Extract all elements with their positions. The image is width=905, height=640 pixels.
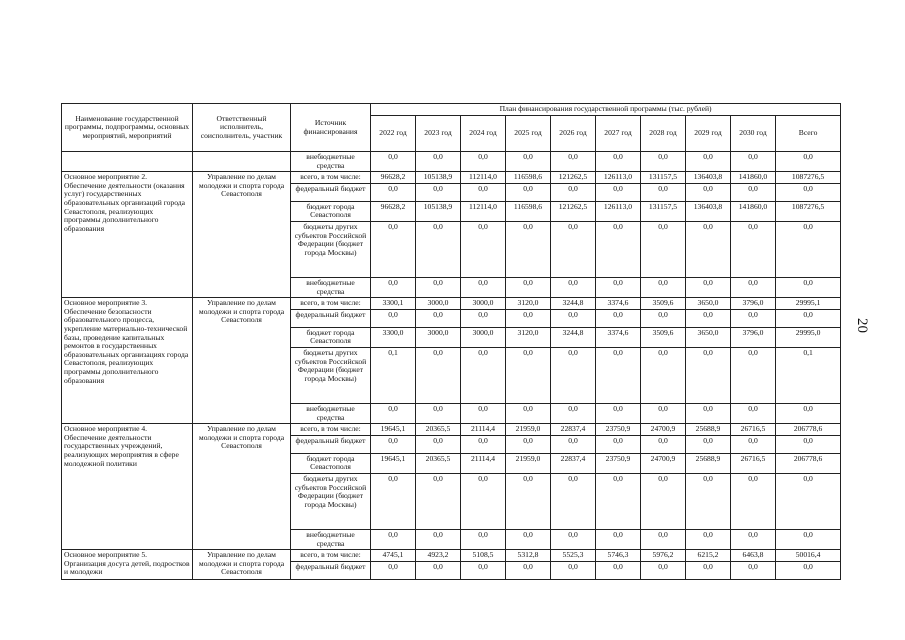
year-value: 0,0 [551, 473, 596, 529]
year-value: 24700,9 [641, 424, 686, 436]
year-value: 0,0 [641, 347, 686, 403]
year-value: 0,0 [416, 473, 461, 529]
table-body [62, 152, 841, 580]
year-value: 24700,9 [641, 453, 686, 473]
year-value: 112114,0 [461, 172, 506, 184]
year-value: 131157,5 [641, 201, 686, 221]
year-value: 0,0 [371, 152, 416, 172]
year-value: 0,0 [416, 221, 461, 277]
year-value: 0,0 [416, 561, 461, 579]
year-value: 25688,9 [686, 453, 731, 473]
year-value: 3509,6 [641, 298, 686, 310]
year-value: 3650,0 [686, 298, 731, 310]
year-value: 141860,0 [731, 201, 776, 221]
year-value: 0,0 [641, 473, 686, 529]
year-value: 0,0 [551, 221, 596, 277]
year-value: 0,0 [506, 347, 551, 403]
year-value: 0,0 [596, 435, 641, 453]
year-value: 126113,0 [596, 172, 641, 184]
responsible-executor: Управление по делам молодежи и спорта города Севастополя [193, 298, 291, 424]
year-value: 0,0 [641, 183, 686, 201]
total-value: 1087276,5 [776, 172, 841, 184]
year-value: 3796,0 [731, 298, 776, 310]
year-value: 0,0 [731, 561, 776, 579]
year-value: 6215,2 [686, 550, 731, 562]
year-value: 0,0 [371, 403, 416, 423]
year-value: 0,0 [731, 309, 776, 327]
year-value: 0,0 [551, 561, 596, 579]
year-value: 0,0 [686, 347, 731, 403]
year-value: 0,0 [551, 309, 596, 327]
funding-source: бюджет города Севастополя [291, 453, 371, 473]
responsible-executor: Управление по делам молодежи и спорта города Севастополя [193, 550, 291, 580]
table-row [62, 172, 841, 184]
year-value: 0,0 [461, 435, 506, 453]
header-year: 2028 год [641, 116, 686, 152]
total-value: 206778,6 [776, 424, 841, 436]
year-value: 0,0 [461, 309, 506, 327]
funding-source: бюджеты других субъектов Российской Федерации (бюджет города Москвы) [291, 347, 371, 403]
year-value: 112114,0 [461, 201, 506, 221]
year-value: 25688,9 [686, 424, 731, 436]
year-value: 0,0 [506, 473, 551, 529]
year-value: 0,0 [506, 277, 551, 297]
header-year: Всего [776, 116, 841, 152]
year-value: 0,0 [596, 183, 641, 201]
year-value: 0,0 [371, 561, 416, 579]
year-value: 0,0 [596, 221, 641, 277]
funding-source: всего, в том числе: [291, 298, 371, 310]
year-value: 0,0 [461, 347, 506, 403]
year-value: 0,1 [371, 347, 416, 403]
year-value: 0,0 [686, 529, 731, 549]
year-value: 4745,1 [371, 550, 416, 562]
year-value: 126113,0 [596, 201, 641, 221]
year-value: 0,0 [596, 347, 641, 403]
measure-name: Основное мероприятие 2. Обеспечение деятельности (оказания услуг) государственных образовательных организаций города Севастополя, реализующих программы дополнительного образования [62, 172, 193, 298]
total-value: 0,0 [776, 473, 841, 529]
total-value: 29995,0 [776, 327, 841, 347]
year-value: 26716,5 [731, 424, 776, 436]
year-value: 0,0 [596, 473, 641, 529]
year-value: 3000,0 [461, 298, 506, 310]
year-value: 3374,6 [596, 327, 641, 347]
total-value: 0,0 [776, 309, 841, 327]
total-value: 0,0 [776, 152, 841, 172]
table-row [62, 298, 841, 310]
year-value: 0,0 [416, 277, 461, 297]
year-value: 0,0 [731, 277, 776, 297]
year-value: 0,0 [641, 221, 686, 277]
year-value: 0,0 [461, 183, 506, 201]
year-value: 0,0 [686, 561, 731, 579]
year-value: 3000,0 [416, 327, 461, 347]
year-value: 21959,0 [506, 453, 551, 473]
year-value: 0,0 [641, 277, 686, 297]
funding-source: федеральный бюджет [291, 183, 371, 201]
year-value: 4923,2 [416, 550, 461, 562]
year-value: 0,0 [731, 152, 776, 172]
year-value: 0,0 [551, 435, 596, 453]
year-value: 3509,6 [641, 327, 686, 347]
header-name: Наименование государственной программы, подпрограммы, основных мероприятий, мероприятий [62, 104, 193, 152]
year-value: 0,0 [506, 529, 551, 549]
header-source: Источник финансирования [291, 104, 371, 152]
year-value: 105138,9 [416, 172, 461, 184]
year-value: 0,0 [596, 277, 641, 297]
total-value: 0,0 [776, 403, 841, 423]
total-value: 0,0 [776, 221, 841, 277]
year-value: 0,0 [461, 152, 506, 172]
responsible-executor: Управление по делам молодежи и спорта города Севастополя [193, 172, 291, 298]
year-value: 0,0 [596, 529, 641, 549]
year-value: 0,0 [731, 473, 776, 529]
year-value: 0,0 [416, 183, 461, 201]
year-value: 0,0 [416, 435, 461, 453]
year-value: 3300,1 [371, 298, 416, 310]
year-value: 0,0 [461, 277, 506, 297]
year-value: 0,0 [686, 221, 731, 277]
year-value: 23750,9 [596, 453, 641, 473]
year-value: 0,0 [371, 529, 416, 549]
year-value: 3300,0 [371, 327, 416, 347]
year-value: 3796,0 [731, 327, 776, 347]
year-value: 136403,8 [686, 201, 731, 221]
total-value: 50016,4 [776, 550, 841, 562]
year-value: 0,0 [506, 403, 551, 423]
responsible-executor [193, 152, 291, 172]
year-value: 0,0 [686, 183, 731, 201]
year-value: 116598,6 [506, 172, 551, 184]
total-value: 0,0 [776, 529, 841, 549]
measure-name: Основное мероприятие 5. Организация досуга детей, подростков и молодежи [62, 550, 193, 580]
year-value: 3120,0 [506, 327, 551, 347]
funding-source: внебюджетные средства [291, 529, 371, 549]
year-value: 0,0 [461, 561, 506, 579]
total-value: 0,0 [776, 435, 841, 453]
header-year: 2030 год [731, 116, 776, 152]
year-value: 0,0 [551, 347, 596, 403]
total-value: 0,0 [776, 561, 841, 579]
year-value: 0,0 [506, 309, 551, 327]
year-value: 0,0 [551, 277, 596, 297]
year-value: 141860,0 [731, 172, 776, 184]
year-value: 0,0 [641, 561, 686, 579]
year-value: 0,0 [731, 529, 776, 549]
year-value: 19645,1 [371, 453, 416, 473]
year-value: 0,0 [641, 529, 686, 549]
year-value: 0,0 [371, 183, 416, 201]
funding-source: федеральный бюджет [291, 435, 371, 453]
year-value: 3000,0 [461, 327, 506, 347]
year-value: 5108,5 [461, 550, 506, 562]
year-value: 105138,9 [416, 201, 461, 221]
table-row [62, 550, 841, 562]
year-value: 0,0 [641, 309, 686, 327]
measure-name: Основное мероприятие 4. Обеспечение деятельности государственных учреждений, реализующих мероприятия в сфере молодежной политики [62, 424, 193, 550]
year-value: 96628,2 [371, 201, 416, 221]
year-value: 3120,0 [506, 298, 551, 310]
header-year: 2024 год [461, 116, 506, 152]
year-value: 0,0 [416, 529, 461, 549]
year-value: 0,0 [686, 152, 731, 172]
table-row [62, 424, 841, 436]
header-plan-title: План финансирования государственной программы (тыс. рублей) [371, 104, 841, 116]
year-value: 121262,5 [551, 201, 596, 221]
header-year: 2023 год [416, 116, 461, 152]
funding-source: бюджет города Севастополя [291, 327, 371, 347]
table-row [62, 152, 841, 172]
funding-source: внебюджетные средства [291, 277, 371, 297]
year-value: 0,0 [371, 221, 416, 277]
year-value: 0,0 [416, 309, 461, 327]
year-value: 5746,3 [596, 550, 641, 562]
measure-name [62, 152, 193, 172]
year-value: 0,0 [641, 435, 686, 453]
year-value: 0,0 [596, 561, 641, 579]
year-value: 0,0 [371, 435, 416, 453]
funding-source: бюджеты других субъектов Российской Федерации (бюджет города Москвы) [291, 221, 371, 277]
year-value: 121262,5 [551, 172, 596, 184]
year-value: 0,0 [506, 435, 551, 453]
year-value: 0,0 [731, 221, 776, 277]
year-value: 3000,0 [416, 298, 461, 310]
year-value: 0,0 [641, 152, 686, 172]
year-value: 0,0 [461, 221, 506, 277]
year-value: 0,0 [551, 403, 596, 423]
funding-source: внебюджетные средства [291, 152, 371, 172]
year-value: 0,0 [686, 309, 731, 327]
year-value: 20365,5 [416, 453, 461, 473]
year-value: 0,0 [686, 403, 731, 423]
year-value: 0,0 [506, 152, 551, 172]
year-value: 22837,4 [551, 453, 596, 473]
year-value: 0,0 [551, 183, 596, 201]
year-value: 0,0 [686, 277, 731, 297]
year-value: 0,0 [686, 435, 731, 453]
year-value: 131157,5 [641, 172, 686, 184]
page-number: 20 [854, 318, 870, 333]
year-value: 5312,8 [506, 550, 551, 562]
funding-source: федеральный бюджет [291, 561, 371, 579]
financing-table [61, 103, 841, 580]
year-value: 21959,0 [506, 424, 551, 436]
header-year: 2029 год [686, 116, 731, 152]
year-value: 0,0 [596, 152, 641, 172]
year-value: 5525,3 [551, 550, 596, 562]
total-value: 0,1 [776, 347, 841, 403]
year-value: 0,0 [371, 309, 416, 327]
header-year: 2026 год [551, 116, 596, 152]
year-value: 3374,6 [596, 298, 641, 310]
year-value: 0,0 [416, 152, 461, 172]
funding-source: всего, в том числе: [291, 424, 371, 436]
year-value: 0,0 [731, 347, 776, 403]
year-value: 0,0 [371, 277, 416, 297]
year-value: 0,0 [551, 529, 596, 549]
year-value: 0,0 [506, 221, 551, 277]
responsible-executor: Управление по делам молодежи и спорта города Севастополя [193, 424, 291, 550]
table-header [62, 104, 841, 152]
year-value: 0,0 [416, 403, 461, 423]
year-value: 0,0 [371, 473, 416, 529]
year-value: 20365,5 [416, 424, 461, 436]
funding-source: всего, в том числе: [291, 172, 371, 184]
year-value: 0,0 [596, 309, 641, 327]
year-value: 116598,6 [506, 201, 551, 221]
funding-source: бюджет города Севастополя [291, 201, 371, 221]
year-value: 0,0 [731, 403, 776, 423]
year-value: 19645,1 [371, 424, 416, 436]
year-value: 0,0 [596, 403, 641, 423]
header-year: 2027 год [596, 116, 641, 152]
year-value: 21114,4 [461, 424, 506, 436]
funding-source: всего, в том числе: [291, 550, 371, 562]
year-value: 3244,8 [551, 327, 596, 347]
year-value: 0,0 [506, 561, 551, 579]
year-value: 6463,8 [731, 550, 776, 562]
year-value: 0,0 [506, 183, 551, 201]
year-value: 0,0 [461, 403, 506, 423]
header-year: 2022 год [371, 116, 416, 152]
funding-source: бюджеты других субъектов Российской Федерации (бюджет города Москвы) [291, 473, 371, 529]
total-value: 1087276,5 [776, 201, 841, 221]
year-value: 23750,9 [596, 424, 641, 436]
year-value: 3650,0 [686, 327, 731, 347]
year-value: 3244,8 [551, 298, 596, 310]
header-year: 2025 год [506, 116, 551, 152]
year-value: 0,0 [551, 152, 596, 172]
year-value: 0,0 [416, 347, 461, 403]
total-value: 0,0 [776, 277, 841, 297]
year-value: 136403,8 [686, 172, 731, 184]
year-value: 0,0 [641, 403, 686, 423]
funding-source: федеральный бюджет [291, 309, 371, 327]
year-value: 0,0 [461, 473, 506, 529]
year-value: 0,0 [731, 435, 776, 453]
year-value: 26716,5 [731, 453, 776, 473]
funding-source: внебюджетные средства [291, 403, 371, 423]
year-value: 0,0 [461, 529, 506, 549]
year-value: 0,0 [731, 183, 776, 201]
header-responsible: Ответственный исполнитель, соисполнитель, участник [193, 104, 291, 152]
measure-name: Основное мероприятие 3. Обеспечение безопасности образовательного процесса, укрепление материально-технической базы, проведение капитальных ремонтов в государственных образовательных организациях города Севастополя, реализующих программы дополнительного образования [62, 298, 193, 424]
year-value: 96628,2 [371, 172, 416, 184]
total-value: 0,0 [776, 183, 841, 201]
year-value: 21114,4 [461, 453, 506, 473]
total-value: 29995,1 [776, 298, 841, 310]
total-value: 206778,6 [776, 453, 841, 473]
year-value: 22837,4 [551, 424, 596, 436]
year-value: 0,0 [686, 473, 731, 529]
year-value: 5976,2 [641, 550, 686, 562]
